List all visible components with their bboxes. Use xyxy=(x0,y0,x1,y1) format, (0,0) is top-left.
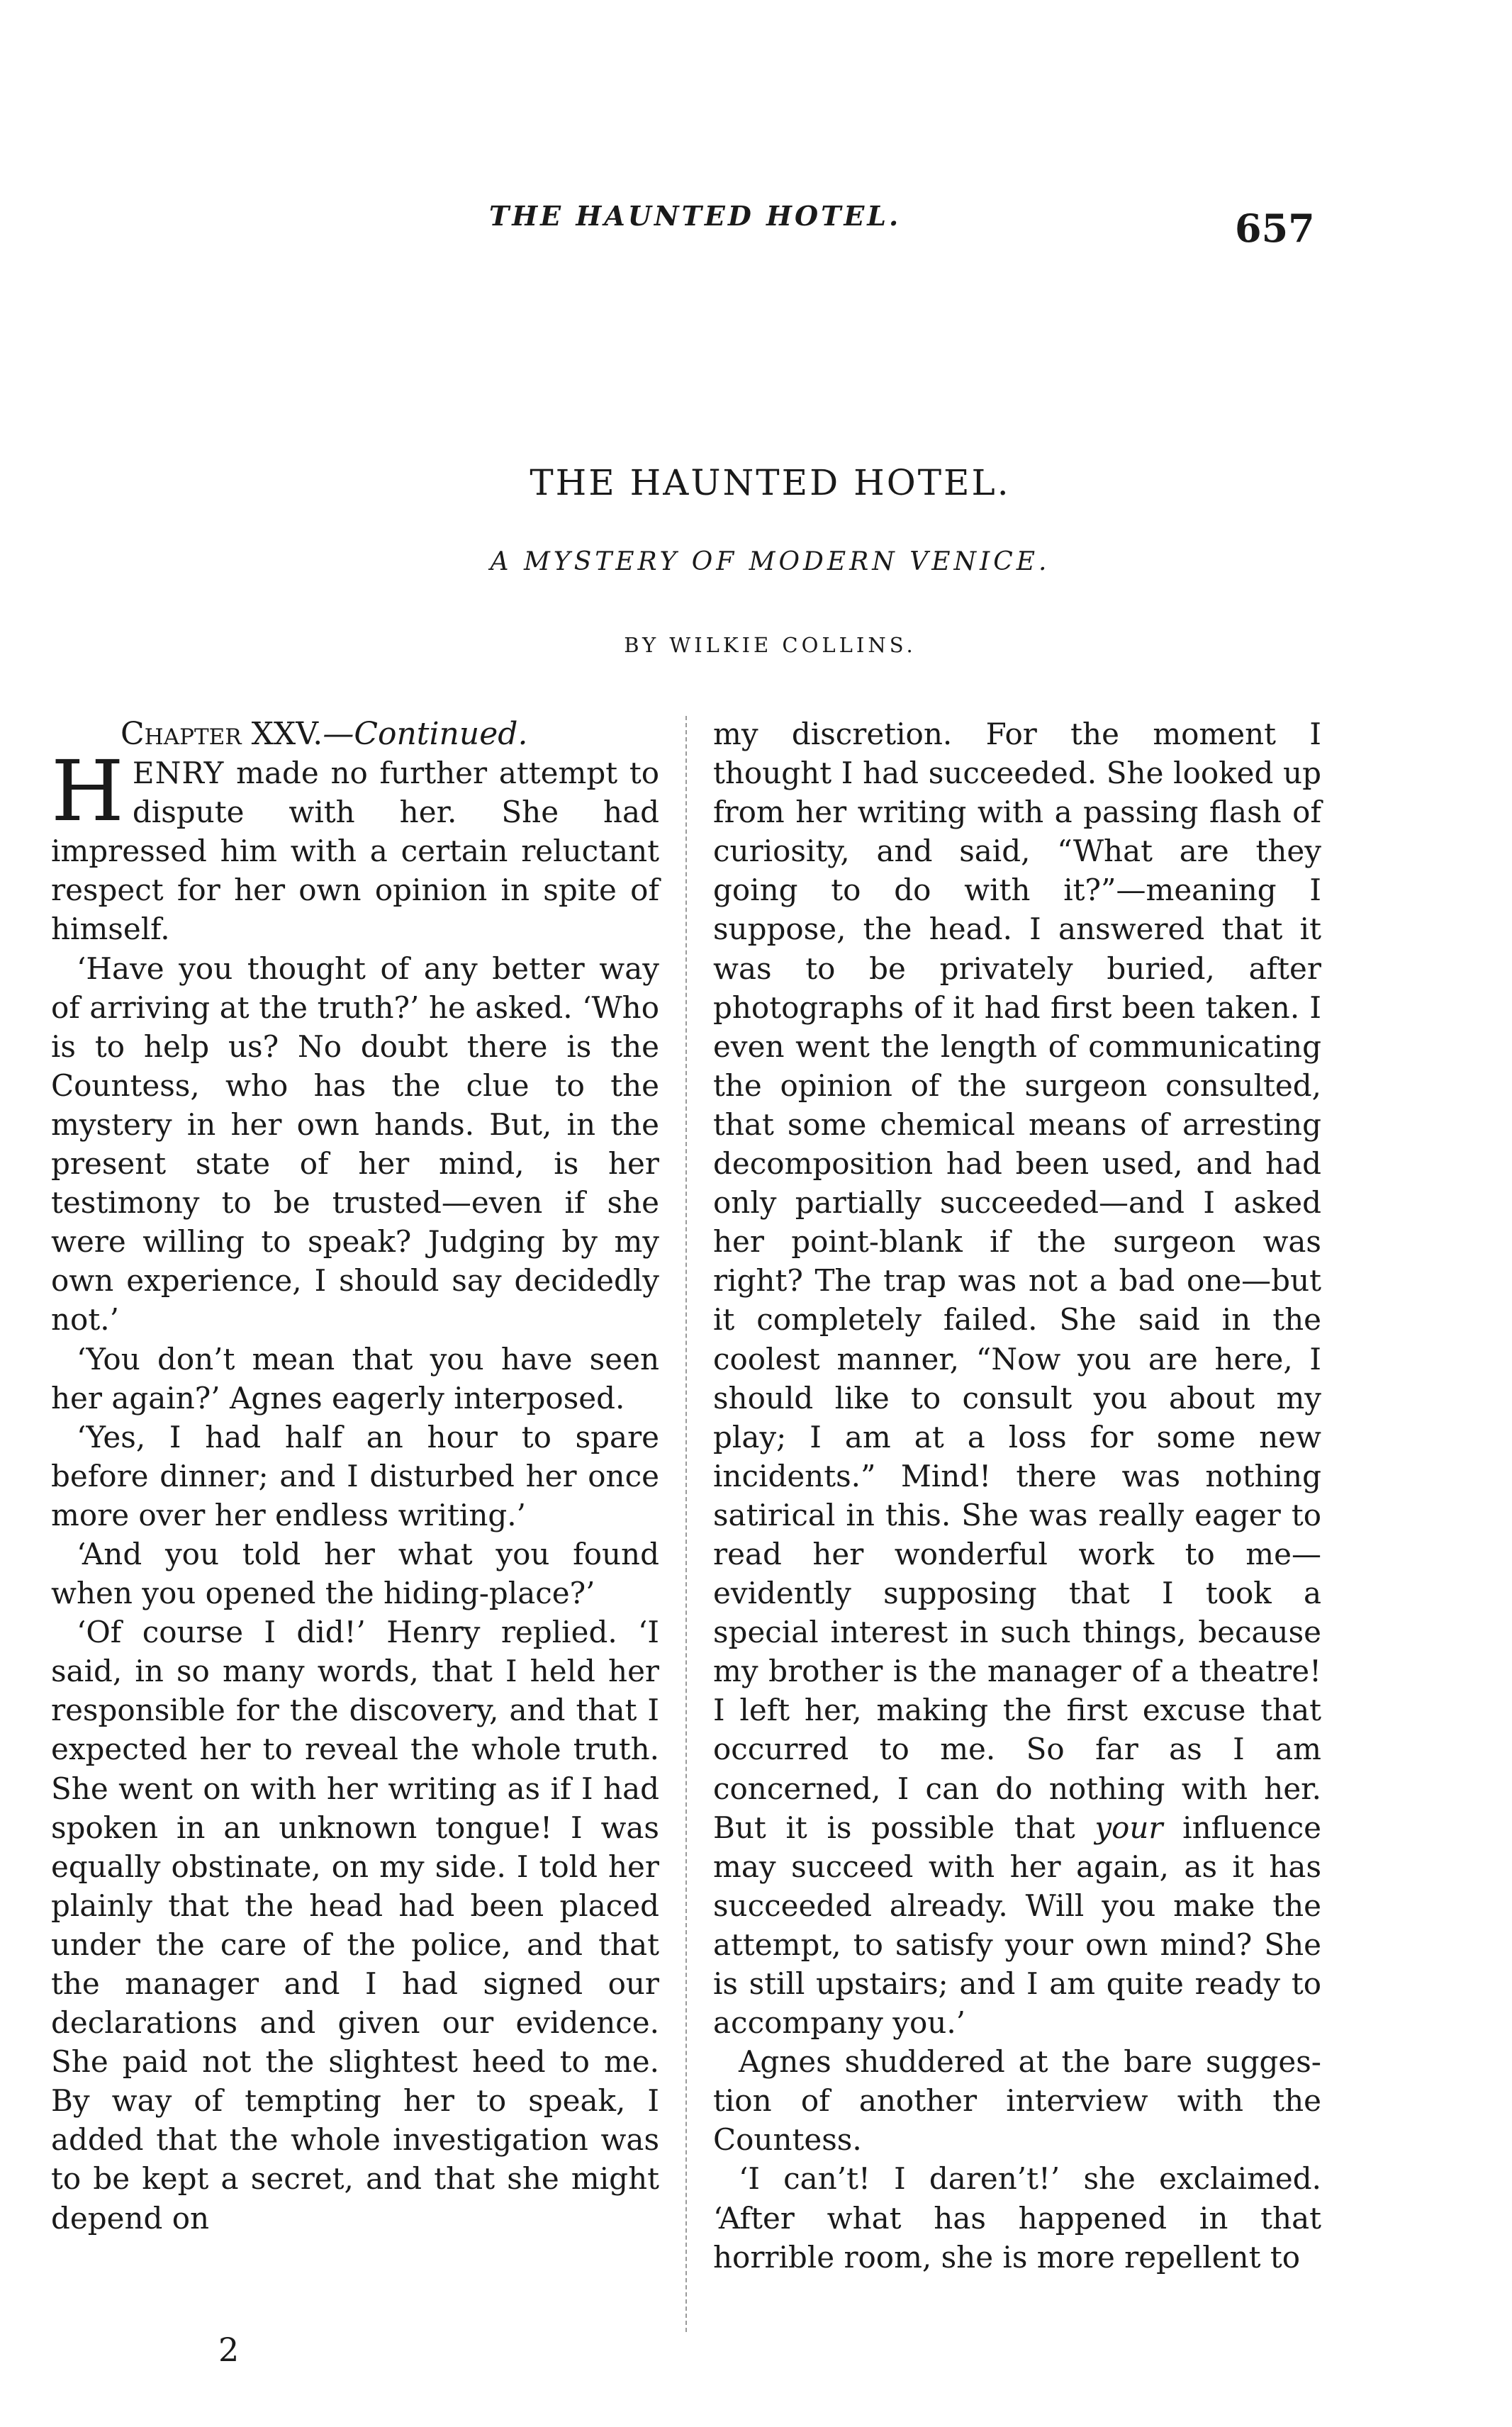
paragraph xyxy=(51,742,659,948)
paragraph: ‘Of course I did!’ Henry replied. ‘I said, in so many words, that I held her responsible for the discovery, and that I expected her to reveal the whole truth. She went on with her writing as if I had spoken in an unknown tongue! I was equally obstinate, on my side. I told her plainly that the head had been placed under the care of the police, and that the manager and I had signed our declarations and given our evidence. She paid not the slightest heed to me. By way of tempting her to speak, I added that the whole investigation was to be kept a secret, and that she might depend on xyxy=(51,1615,659,2236)
drop-cap: H xyxy=(51,742,124,841)
emphasis: your xyxy=(1094,1810,1163,1845)
paragraph: ‘Yes, I had half an hour to spare before dinner; and I disturbed her once more over her endless writing.’ xyxy=(51,1419,659,1532)
signature-mark: 2 xyxy=(218,2331,240,2369)
byline: BY WILKIE COLLINS. xyxy=(624,633,917,657)
paragraph-text: made no further attempt to dispute with her. She had impressed him with a certain reluctant respect for her own opinion in spite of himself. xyxy=(51,756,659,947)
paragraph: ‘You don’t mean that you have seen her again?’ Agnes eagerly interposed. xyxy=(51,1341,659,1416)
paragraph: ‘Have you thought of any better way of arriving at the truth?’ he asked. ‘Who is to help us? No doubt there is the Countess, who has the clue to the mystery in her own hands. But, in the present state of her mind, is her testimony to be trusted—even if she were willing to speak? Judging by my own experience, I should say decidedly not.’ xyxy=(51,951,659,1338)
paragraph: ‘I can’t! I daren’t!’ she exclaimed. ‘After what has happened in that horrible room, she is more repellent to xyxy=(713,2161,1321,2275)
left-column xyxy=(51,714,659,2238)
column-divider xyxy=(685,716,687,2332)
paragraph: Agnes shuddered at the bare suggestion of another interview with the Countess. xyxy=(713,2044,1321,2158)
article-subtitle: A MYSTERY OF MODERN VENICE. xyxy=(490,547,1051,576)
running-head: THE HAUNTED HOTEL. xyxy=(489,200,902,232)
chapter-label: Chapter XXV. xyxy=(121,716,323,752)
first-word: ENRY xyxy=(132,756,225,791)
paragraph-text: my discretion. For the moment I thought I had succeeded. She looked up from her writing with a passing flash of curiosity, and said, “What are they going to do with it?”—meaning I suppose, the head. I answered that it was to be privately buried, after photographs of it had first been taken. I even went the length of communicating the opinion of the surgeon consulted, that some chemical means of arresting decomposition had been used, and had only partially succeeded—and I asked her point-blank if the surgeon was right? The trap was not a bad one—but it completely failed. She said in the coolest manner, “Now you are here, I should like to consult you about my play; I am at a loss for some new incidents.” Mind! there was nothing satirical in this. She was really eager to read her wonderful work to me—evidently supposing that I took a special interest in such things, because my brother is the manager of a theatre! I left her, making the first excuse that occurred to me. So far as I am concerned, I can do nothing with her. But it is possible that xyxy=(713,717,1321,1845)
paragraph xyxy=(713,714,1321,2042)
page-number: 657 xyxy=(1235,206,1315,251)
paragraph: ‘And you told her what you found when you opened the hiding-place?’ xyxy=(51,1536,659,1611)
chapter-continued: —Continued. xyxy=(323,716,528,752)
chapter-heading xyxy=(121,714,659,753)
article-title: THE HAUNTED HOTEL. xyxy=(530,462,1011,503)
paragraph-text: influence may succeed with her again, as it has succeeded already. Will you make the attempt, to satisfy your own mind? She is still upstairs; and I am quite ready to accompany you.’ xyxy=(713,1810,1321,2041)
right-column xyxy=(713,714,1321,2277)
